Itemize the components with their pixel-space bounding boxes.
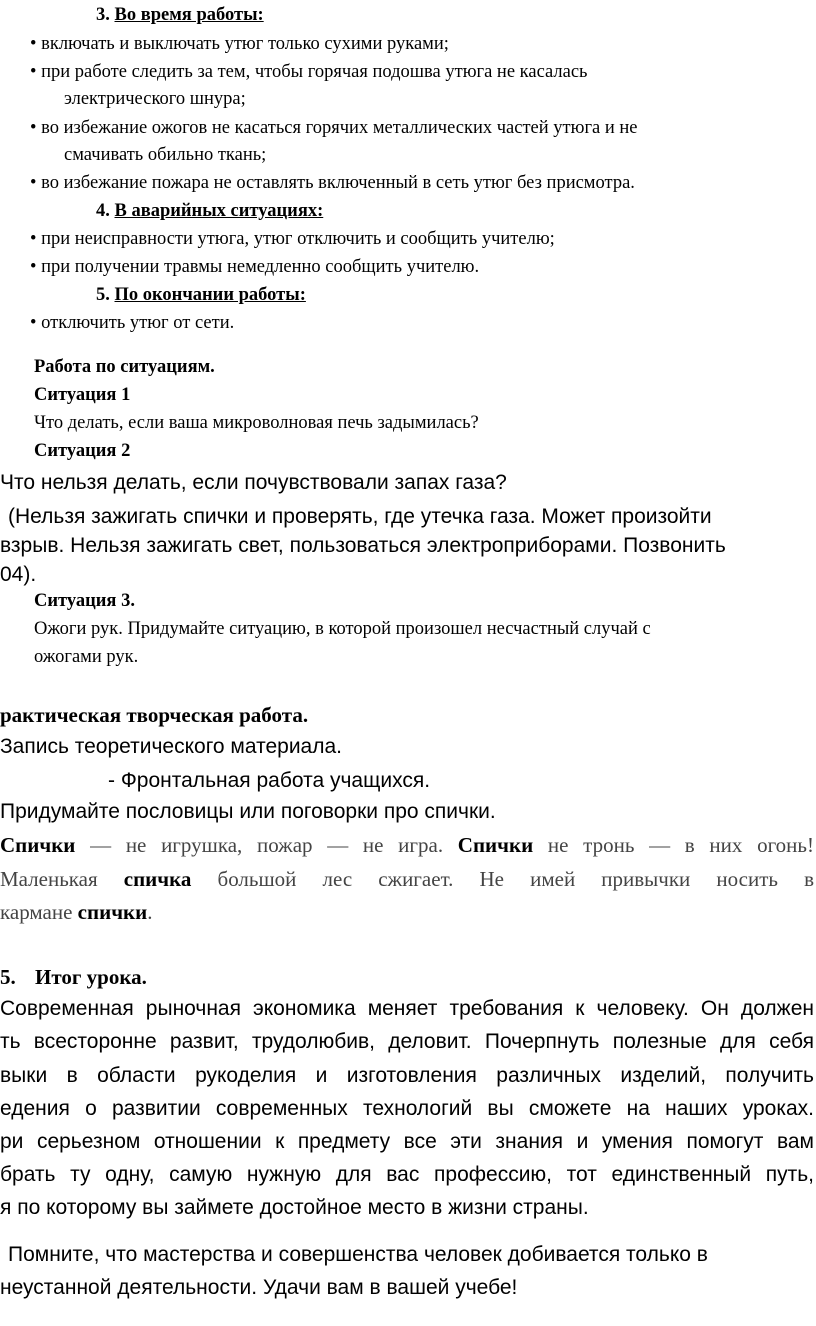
- list-item-continuation: электрического шнура;: [64, 89, 246, 109]
- proverb-line: кармане спички.: [0, 900, 153, 924]
- summary-line: выки в области рукоделия и изготовления различных изделий, получить: [0, 1064, 814, 1087]
- situation-1-text: Что делать, если ваша микроволновая печь задымилась?: [34, 413, 479, 433]
- section-title: Итог урока.: [35, 965, 147, 989]
- summary-line: брать ту одну, самую нужную для вас профессию, тот единственный путь,: [0, 1163, 814, 1186]
- practical-heading: рактическая творческая работа.: [0, 703, 309, 727]
- summary-line: ть всесторонне развит, трудолюбив, деловит. Почерпнуть полезные для себя: [0, 1030, 814, 1053]
- section-heading-emergency: [96, 198, 323, 224]
- closing-line: неустанной деятельности. Удачи вам в вашей учебе!: [0, 1276, 518, 1299]
- practical-line: Придумайте пословицы или поговорки про спички.: [0, 800, 496, 823]
- list-item: • включать и выключать утюг только сухими руками;: [30, 34, 449, 54]
- summary-line: ри серьезном отношении к предмету все эти знания и умения помогут вам: [0, 1130, 814, 1153]
- summary-line: Современная рыночная экономика меняет требования к человеку. Он должен: [0, 997, 814, 1020]
- practical-line: - Фронтальная работа учащихся.: [108, 769, 431, 792]
- section-title: В аварийных ситуациях:: [114, 201, 324, 221]
- closing-line: Помните, что мастерства и совершенства человек добивается только в: [8, 1243, 708, 1266]
- section-heading-during-work: [96, 2, 264, 28]
- situation-3-text: Ожоги рук. Придумайте ситуацию, в которой произошел несчастный случай с: [34, 619, 651, 639]
- section-heading-after-work: [96, 282, 306, 308]
- summary-line: едения о развитии современных технологий вы сможете на наших уроках.: [0, 1097, 814, 1120]
- situation-2-answer-line: 04).: [0, 563, 37, 586]
- list-item: • во избежание ожогов не касаться горячих металлических частей утюга и не: [30, 118, 638, 138]
- situation-3-title: Ситуация 3.: [34, 591, 135, 611]
- list-item: • во избежание пожара не оставлять включенный в сеть утюг без присмотра.: [30, 173, 635, 193]
- situation-2-answer-line: (Нельзя зажигать спички и проверять, где утечка газа. Может произойти: [8, 505, 712, 528]
- situation-2-answer-line: взрыв. Нельзя зажигать свет, пользоваться электроприборами. Позвонить: [0, 534, 726, 557]
- situation-2-question: Что нельзя делать, если почувствовали запах газа?: [0, 471, 507, 494]
- list-item: • при неисправности утюга, утюг отключить и сообщить учителю;: [30, 229, 555, 249]
- list-item: • отключить утюг от сети.: [30, 313, 235, 333]
- section-number: 5.: [0, 965, 16, 989]
- section-title: Во время работы:: [114, 5, 264, 25]
- section-number: 3.: [96, 5, 110, 25]
- practical-line: Запись теоретического материала.: [0, 735, 342, 758]
- situations-heading: Работа по ситуациям.: [34, 357, 215, 377]
- section-number: 4.: [96, 201, 110, 221]
- situation-2-title: Ситуация 2: [34, 441, 131, 461]
- situation-3-text: ожогами рук.: [34, 647, 139, 667]
- list-item: • при получении травмы немедленно сообщить учителю.: [30, 257, 480, 277]
- section-number: 5.: [96, 285, 110, 305]
- situation-1-title: Ситуация 1: [34, 385, 131, 405]
- section-title: По окончании работы:: [114, 285, 306, 305]
- list-item-continuation: смачивать обильно ткань;: [64, 145, 267, 165]
- proverb-line: Спички — не игрушка, пожар — не игра. Спички не тронь — в них огонь!: [0, 833, 814, 857]
- proverb-line: Маленькая спичка большой лес сжигает. Не имей привычки носить в: [0, 867, 814, 891]
- list-item: • при работе следить за тем, чтобы горячая подошва утюга не касалась: [30, 62, 588, 82]
- summary-heading: [0, 962, 147, 992]
- summary-line: я по которому вы займете достойное место в жизни страны.: [0, 1196, 589, 1219]
